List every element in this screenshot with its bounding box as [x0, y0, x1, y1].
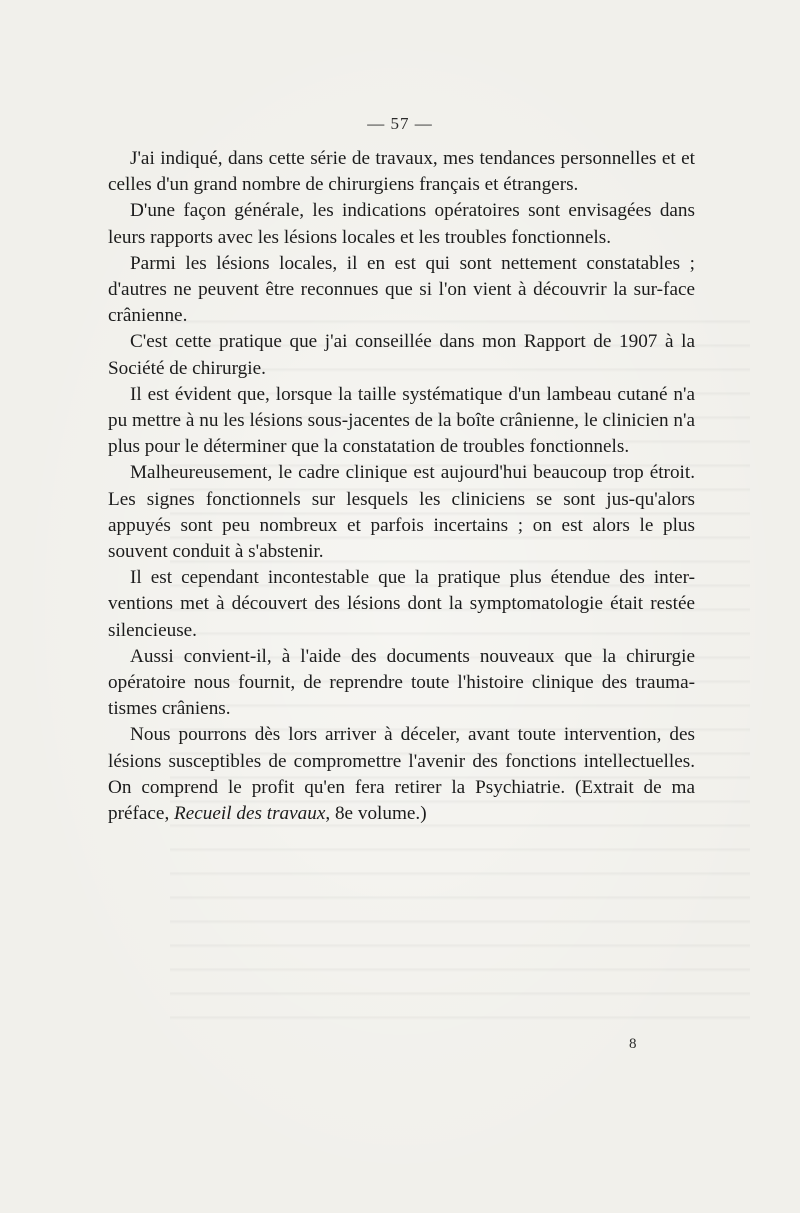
paragraph-9-text: Nous pourrons dès lors arriver à déceler, avant toute intervention, des lésions susceptibles de compromettre l'avenir des fonctions intellectuelles. On comprend le profit qu'en fera retirer la Psychiatrie. (Extrait de ma préface, [108, 724, 695, 825]
paragraph-5: Il est évident que, lorsque la taille systématique d'un lambeau cutané n'a pu mettre à nu les lésions sous-jacentes de la boîte crânienne, le clinicien n'a plus pour le déterminer que la constatation de troubles fonctionnels. [108, 383, 695, 458]
publication-title: Recueil des travaux [174, 803, 326, 825]
paragraph-7: Il est cependant incontestable que la pratique plus étendue des inter-ventions met à découvert des lésions dont la symptomatologie était restée silencieuse. [108, 567, 695, 641]
page-number: — 57 — [367, 114, 433, 133]
paragraph-9-end: , 8e volume.) [325, 803, 427, 825]
paragraph-6: Malheureusement, le cadre clinique est aujourd'hui beaucoup trop étroit. Les signes fonctionnels sur lesquels les cliniciens se sont jus-qu'alors appuyés sont peu nombreux et parfois incertains ; on est alors le plus souvent conduit à s'abstenir. [108, 462, 695, 563]
paragraph-2: D'une façon générale, les indications opératoires sont envisagées dans leurs rapports avec les lésions locales et les troubles fonctionnels. [108, 200, 695, 248]
paragraph-1: J'ai indiqué, dans cette série de travaux, mes tendances personnelles et et celles d'un grand nombre de chirurgiens français et étrangers. [108, 148, 695, 196]
paragraph-3: Parmi les lésions locales, il en est qui sont nettement constatables ; d'autres ne peuvent être reconnues que si l'on vient à découvrir la sur-face crânienne. [108, 252, 695, 327]
body-text [108, 146, 695, 827]
signature-mark: 8 [629, 1036, 637, 1052]
paragraph-8: Aussi convient-il, à l'aide des documents nouveaux que la chirurgie opératoire nous fournit, de reprendre toute l'histoire clinique des trauma-tismes crâniens. [108, 645, 695, 720]
paragraph-4: C'est cette pratique que j'ai conseillée dans mon Rapport de 1907 à la Société de chirurgie. [108, 331, 695, 379]
paragraph-9 [108, 722, 695, 827]
